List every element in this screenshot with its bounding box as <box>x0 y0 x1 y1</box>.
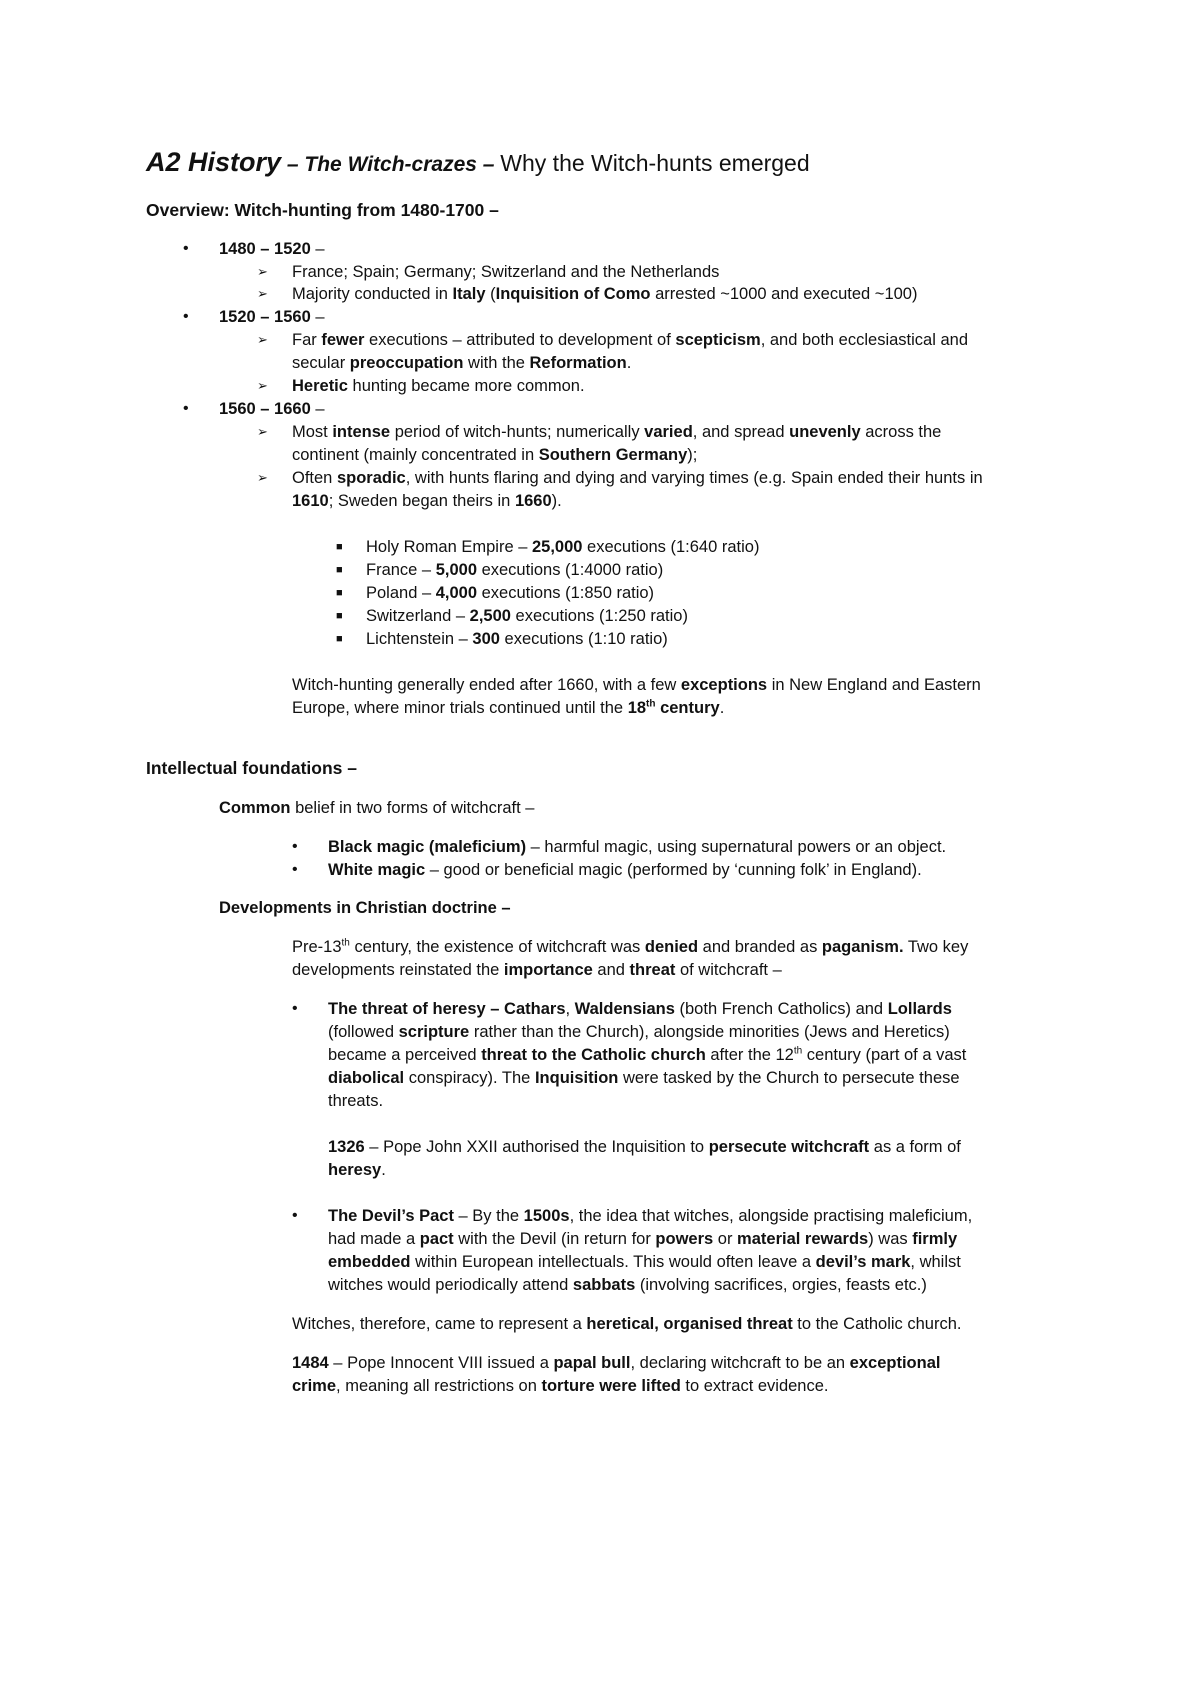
therefore-paragraph: Witches, therefore, came to represent a heretical, organised threat to the Catholic church. <box>292 1315 962 1333</box>
list-item: Black magic (maleficium) – harmful magic, using supernatural powers or an object. <box>328 838 947 856</box>
period-1560-1660: 1560 – 1660 – <box>219 400 325 418</box>
bull-paragraph-line2: crime, meaning all restrictions on torture were lifted to extract evidence. <box>292 1377 829 1395</box>
list-item: France; Spain; Germany; Switzerland and the Netherlands <box>292 263 720 281</box>
square-bullet-icon: ■ <box>336 564 343 576</box>
square-bullet-icon: ■ <box>336 587 343 599</box>
square-bullet-icon: ■ <box>336 610 343 622</box>
list-item: Most intense period of witch-hunts; numerically varied, and spread unevenly across the <box>292 423 942 441</box>
list-item: Heretic hunting became more common. <box>292 377 585 395</box>
heresy-1326: 1326 – Pope John XXII authorised the Inquisition to persecute witchcraft as a form of <box>328 1138 961 1156</box>
document-title <box>146 146 810 181</box>
title-topic: The Witch-crazes <box>304 153 477 176</box>
heresy-line: threats. <box>328 1092 384 1110</box>
bullet-icon: • <box>292 1000 298 1017</box>
intellectual-heading: Intellectual foundations – <box>146 758 357 778</box>
square-bullet-icon: ■ <box>336 541 343 553</box>
title-subtitle: Why the Witch-hunts emerged <box>500 150 810 176</box>
arrow-bullet-icon: ➢ <box>257 332 268 347</box>
list-item-continuation: 1610; Sweden began theirs in 1660). <box>292 492 562 510</box>
heresy-line: (followed scripture rather than the Church), alongside minorities (Jews and Heretics) <box>328 1023 950 1041</box>
arrow-bullet-icon: ➢ <box>257 424 268 439</box>
common-belief: Common belief in two forms of witchcraft – <box>219 799 535 817</box>
bullet-icon: • <box>183 240 189 257</box>
arrow-bullet-icon: ➢ <box>257 264 268 279</box>
square-bullet-icon: ■ <box>336 633 343 645</box>
list-item-continuation: continent (mainly concentrated in Southern Germany); <box>292 446 698 464</box>
bull-paragraph: 1484 – Pope Innocent VIII issued a papal bull, declaring witchcraft to be an exceptional <box>292 1354 941 1372</box>
period-1520-1560: 1520 – 1560 – <box>219 308 325 326</box>
bullet-icon: • <box>183 308 189 325</box>
title-dash: – <box>476 153 501 176</box>
pact-line: The Devil’s Pact – By the 1500s, the idea that witches, alongside practising maleficium, <box>328 1207 973 1225</box>
heresy-line: became a perceived threat to the Catholic church after the 12th century (part of a vast <box>328 1045 967 1064</box>
list-item-continuation: secular preoccupation with the Reformation. <box>292 354 632 372</box>
heresy-line: diabolical conspiracy). The Inquisition were tasked by the Church to persecute these <box>328 1069 960 1087</box>
stat-row: Lichtenstein – 300 executions (1:10 ratio) <box>366 630 668 648</box>
stat-row: Holy Roman Empire – 25,000 executions (1:640 ratio) <box>366 538 760 556</box>
bullet-icon: • <box>292 838 298 855</box>
arrow-bullet-icon: ➢ <box>257 286 268 301</box>
pact-line: embedded within European intellectuals. This would often leave a devil’s mark, whilst <box>328 1253 961 1271</box>
heresy-1326-line2: heresy. <box>328 1161 386 1179</box>
ending-paragraph: Witch-hunting generally ended after 1660, with a few exceptions in New England and Eastern <box>292 676 981 694</box>
list-item: Majority conducted in Italy (Inquisition of Como arrested ~1000 and executed ~100) <box>292 285 918 303</box>
pre-13th-paragraph-line2: developments reinstated the importance and threat of witchcraft – <box>292 961 782 979</box>
developments-heading: Developments in Christian doctrine – <box>219 899 511 917</box>
pact-line: had made a pact with the Devil (in return for powers or material rewards) was firmly <box>328 1230 958 1248</box>
bullet-icon: • <box>292 861 298 878</box>
bullet-icon: • <box>292 1207 298 1224</box>
list-item: White magic – good or beneficial magic (performed by ‘cunning folk’ in England). <box>328 861 922 879</box>
stat-row: France – 5,000 executions (1:4000 ratio) <box>366 561 664 579</box>
arrow-bullet-icon: ➢ <box>257 470 268 485</box>
overview-heading: Overview: Witch-hunting from 1480-1700 – <box>146 200 499 220</box>
arrow-bullet-icon: ➢ <box>257 378 268 393</box>
pact-line: witches would periodically attend sabbats (involving sacrifices, orgies, feasts etc.) <box>328 1276 927 1294</box>
heresy-line: The threat of heresy – Cathars, Waldensians (both French Catholics) and Lollards <box>328 1000 952 1018</box>
list-item: Far fewer executions – attributed to development of scepticism, and both ecclesiastical and <box>292 331 969 349</box>
stat-row: Poland – 4,000 executions (1:850 ratio) <box>366 584 655 602</box>
pre-13th-paragraph: Pre-13th century, the existence of witchcraft was denied and branded as paganism. Two key <box>292 937 969 956</box>
stat-row: Switzerland – 2,500 executions (1:250 ratio) <box>366 607 688 625</box>
title-subject: A2 History <box>146 147 282 177</box>
period-1480-1520: 1480 – 1520 – <box>219 240 325 258</box>
title-dash: – <box>281 153 305 176</box>
bullet-icon: • <box>183 400 189 417</box>
list-item: Often sporadic, with hunts flaring and dying and varying times (e.g. Spain ended their hunts in <box>292 469 983 487</box>
ending-paragraph-line2: Europe, where minor trials continued until the 18th century. <box>292 698 725 717</box>
